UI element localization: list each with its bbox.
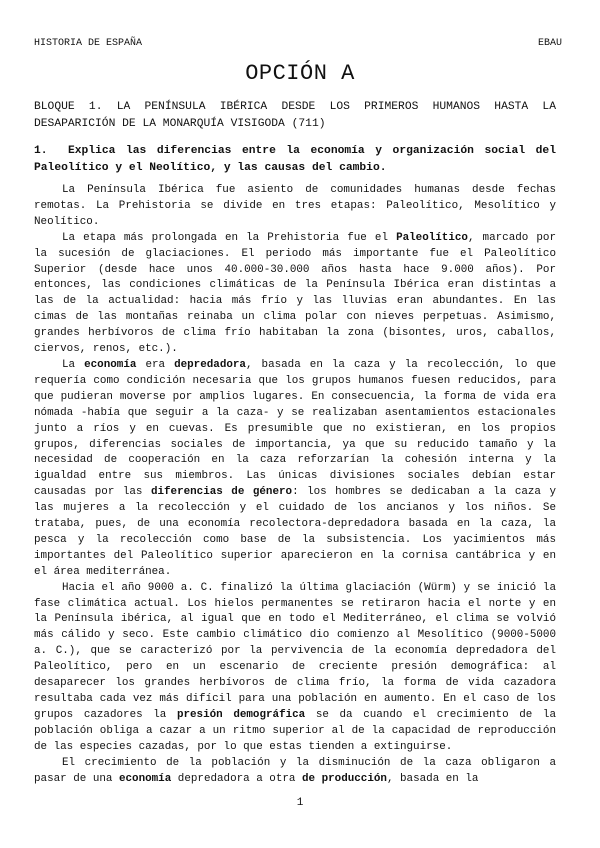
text-run: La bbox=[62, 358, 85, 371]
emphasis-depredadora: depredadora bbox=[174, 358, 246, 371]
emphasis-presion-demografica: presión demográfica bbox=[176, 708, 306, 721]
page-number: 1 bbox=[296, 797, 304, 809]
text-run: , basada en la caza y la recolección, lo que requería como condición necesaria que los grupos humanos fuesen reducidos, para que pudieran moverse por amplios lugares. En consecuencia, la forma de vida era nómada -había que seguir a la caza- y se realizaban asentamientos estacionales junto a ríos y en cuevas. Es presumible que no existieran, en los propios grupos, diferencias sociales de importancia, ya que su reducido tamaño y la necesidad de cooperación en la caza reforzarían la cohesión interna y la igualdad entre sus miembros. Las únicas divisiones sociales debían estar causadas por las bbox=[34, 358, 556, 499]
emphasis-paleolitico: Paleolítico bbox=[396, 231, 468, 244]
paragraph-5 bbox=[34, 756, 556, 788]
answer-body bbox=[34, 183, 556, 787]
header-subject: HISTORIA DE ESPAÑA bbox=[34, 38, 143, 49]
question bbox=[34, 143, 556, 177]
question-number: 1. bbox=[34, 145, 48, 157]
emphasis-diferencias-genero: diferencias de género bbox=[150, 486, 293, 499]
text-run: era bbox=[136, 358, 175, 371]
emphasis-economia: economía bbox=[84, 358, 137, 371]
text-run: depredadora a otra bbox=[171, 772, 302, 785]
paragraph-1: La Península Ibérica fue asiento de comunidades humanas desde fechas remotas. La Prehistoria se divide en tres etapas: Paleolítico, Mesolítico y Neolítico. bbox=[34, 184, 556, 228]
text-run: Hacia el año 9000 a. C. finalizó la última glaciación (Würm) y se inició la fase climática actual. Los hielos permanentes se retiraron hacia el norte y en la Península ibérica, al igual que en todo el Mediterráneo, el clima se volvió más cálido y seco. Este cambio climático dio comienzo al Mesolítico (9000-5000 a. C.), que se caracterizó por la pervivencia de la economía depredadora del Paleolítico, pero en un escenario de creciente presión demográfica: al desaparecer los grandes herbívoros de clima frío, la forma de vida cazadora resultaba cada vez más difícil para una población en aumento. En el caso de los grupos cazadores la bbox=[34, 581, 556, 721]
text-run: La etapa más prolongada en la Prehistoria fue el bbox=[62, 231, 397, 244]
text-run: , marcado por la sucesión de glaciaciones. El periodo más importante fue el Paleolítico Superior (desde hace unos 40.000-30.000 años hasta hace 9.000 años). Por entonces, las condiciones climáticas de la Península Ibérica eran distintas a las de la actualidad: hacia más frío y las lluvias eran abundantes. En las cimas de las montañas reinaba un clima polar con nieves perpetuas. Asimismo, grandes herbívoros de clima frío habitaban la zona (bisontes, uros, caballos, ciervos, renos, etc.). bbox=[34, 231, 556, 356]
emphasis-de-produccion: de producción bbox=[301, 772, 387, 785]
text-run: se da cuando el crecimiento de la población obliga a cazar a un ritmo superior al de la capacidad de reproducción de las especies cazadas, por lo que estas tienden a extinguirse. bbox=[34, 708, 556, 753]
question-text: Explica las diferencias entre la economía y organización social del Paleolítico y el Neolítico, y las causas del cambio. bbox=[34, 145, 556, 174]
page-title: OPCIÓN A bbox=[245, 61, 355, 86]
block-heading: BLOQUE 1. LA PENÍNSULA IBÉRICA DESDE LOS PRIMEROS HUMANOS HASTA LA DESAPARICIÓN DE LA MONARQUÍA VISIGODA (711) bbox=[34, 101, 556, 130]
text-run: : los hombres se dedicaban a la caza y las mujeres a la recolección y el cuidado de los ancianos y los niños. Se trataba, pues, de una economía recolectora-depredadora basada en la caza, la pesca y la recolección como base de la subsistencia. Los yacimientos más importantes del Paleolítico superior aparecieron en la cornisa cantábrica y en el área mediterránea. bbox=[34, 486, 556, 578]
text-run: , basada en la bbox=[386, 772, 479, 785]
paragraph-3 bbox=[34, 358, 556, 581]
header-exam: EBAU bbox=[537, 38, 562, 49]
paragraph-2 bbox=[34, 231, 556, 358]
paragraph-4 bbox=[34, 581, 556, 756]
emphasis-economia: economía bbox=[118, 772, 172, 785]
text-run: El crecimiento de la población y la disminución de la caza obligaron a pasar de una bbox=[34, 756, 556, 785]
